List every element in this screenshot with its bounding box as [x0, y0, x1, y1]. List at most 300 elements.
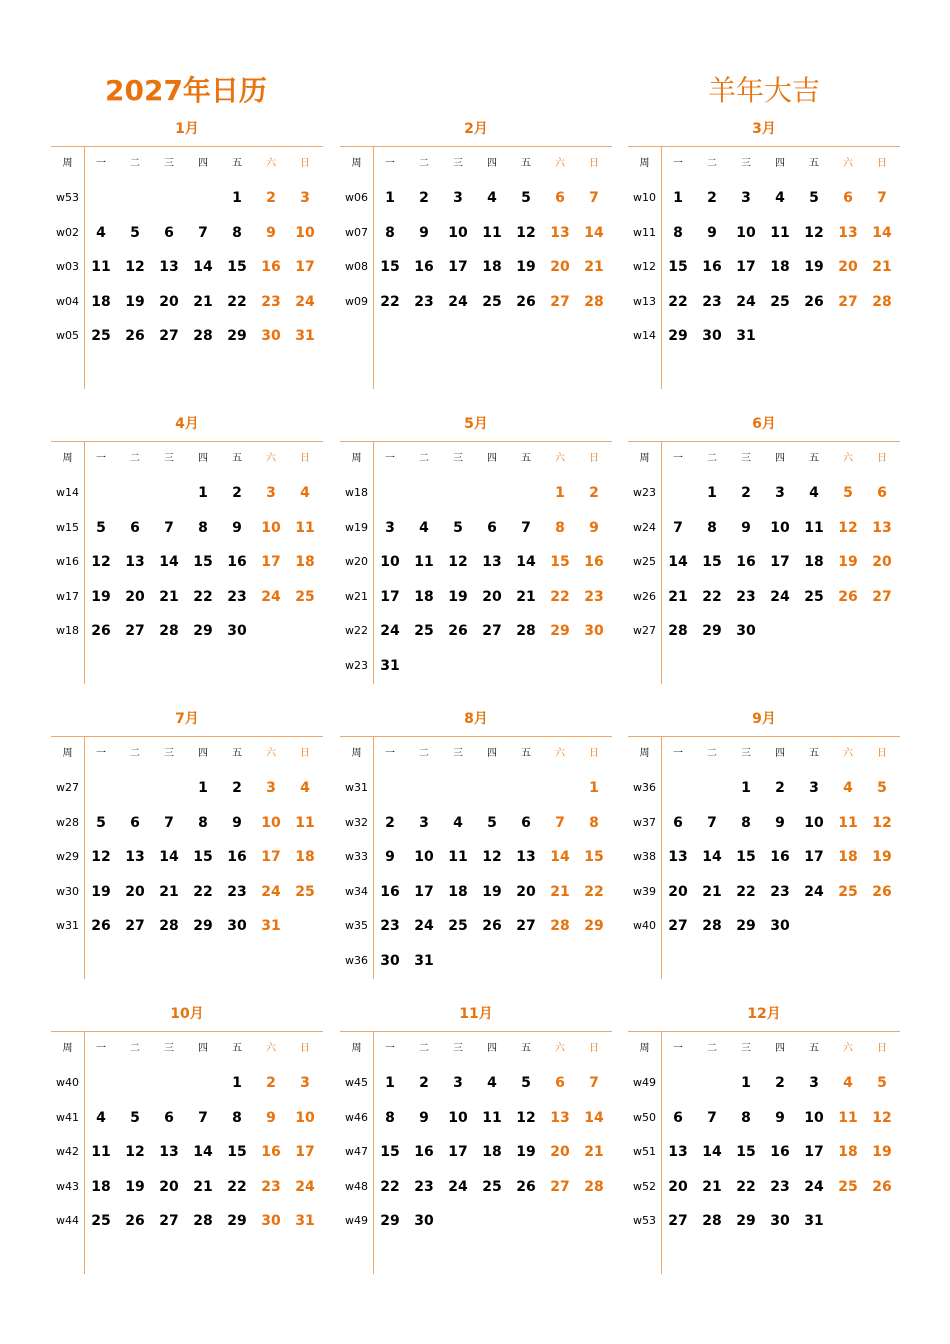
day-cell: 28: [872, 293, 892, 310]
day-cell: 15: [550, 554, 570, 571]
day-cell: 26: [91, 623, 111, 640]
week-number: w21: [345, 589, 368, 603]
weekday-header: 一: [96, 748, 106, 759]
day-cell: 26: [838, 588, 858, 605]
day-cell: 20: [159, 293, 179, 310]
weekday-header: 五: [232, 158, 242, 169]
day-cell: 21: [193, 293, 213, 310]
weekday-header: 二: [419, 1043, 429, 1054]
day-cell: 16: [414, 259, 434, 276]
day-cell: 17: [804, 1144, 824, 1161]
day-cell: 31: [804, 1213, 824, 1230]
day-cell: 30: [414, 1213, 434, 1230]
weekday-header: 日: [589, 158, 599, 169]
day-cell: 5: [877, 1075, 887, 1091]
weekday-header: 一: [673, 1043, 683, 1054]
day-cell: 29: [227, 1213, 247, 1230]
day-cell: 3: [453, 190, 463, 206]
weekday-header: 四: [775, 748, 785, 759]
weekday-header: 一: [673, 748, 683, 759]
day-cell: 20: [550, 259, 570, 276]
week-number-header: 周: [62, 158, 73, 169]
weekday-header: 一: [673, 158, 683, 169]
week-number: w47: [345, 1145, 368, 1159]
day-cell: 9: [385, 849, 395, 866]
week-number: w38: [633, 850, 656, 864]
day-cell: 6: [555, 1075, 565, 1091]
weekday-header: 一: [385, 748, 395, 759]
week-number: w53: [56, 191, 79, 204]
day-cell: 27: [159, 328, 179, 345]
day-cell: 29: [550, 623, 570, 640]
day-cell: 3: [266, 780, 276, 796]
day-cell: 13: [482, 554, 502, 571]
day-cell: 30: [380, 953, 400, 969]
weekday-header: 四: [198, 453, 208, 464]
week-number: w19: [345, 520, 368, 534]
day-cell: 5: [877, 780, 887, 796]
day-cell: 2: [741, 485, 751, 501]
month-block: [628, 1003, 900, 1273]
day-cell: 28: [702, 918, 722, 935]
weekday-header: 日: [300, 1043, 310, 1054]
day-cell: 11: [448, 849, 468, 866]
month-name: 9月: [752, 711, 776, 727]
day-cell: 31: [736, 328, 756, 345]
week-number-header: 周: [639, 1043, 650, 1054]
day-cell: 23: [702, 293, 722, 310]
day-cell: 29: [193, 918, 213, 935]
day-cell: 7: [589, 1075, 599, 1091]
weekday-header: 二: [707, 453, 717, 464]
weekday-header: 六: [843, 748, 853, 759]
day-cell: 19: [872, 1144, 892, 1161]
day-cell: 19: [91, 588, 111, 605]
day-cell: 6: [487, 519, 497, 536]
day-cell: 27: [550, 1178, 570, 1195]
week-number: w44: [56, 1214, 79, 1228]
week-number: w22: [345, 624, 368, 638]
day-cell: 4: [775, 190, 785, 206]
day-cell: 2: [419, 190, 429, 206]
day-cell: 4: [487, 190, 497, 206]
day-cell: 21: [516, 588, 536, 605]
day-cell: 28: [193, 1213, 213, 1230]
day-cell: 18: [482, 259, 502, 276]
day-cell: 23: [414, 1178, 434, 1195]
day-cell: 23: [261, 293, 281, 310]
day-cell: 24: [736, 293, 756, 310]
day-cell: 14: [584, 224, 604, 241]
day-cell: 31: [414, 953, 434, 969]
day-cell: 19: [125, 293, 145, 310]
day-cell: 24: [295, 1178, 315, 1195]
day-cell: 7: [198, 224, 208, 241]
header-rule: [628, 441, 900, 442]
weekday-header: 三: [164, 1043, 174, 1054]
day-cell: 27: [550, 293, 570, 310]
month-block: [340, 413, 612, 683]
weekday-header: 一: [96, 1043, 106, 1054]
day-cell: 26: [125, 1213, 145, 1230]
day-cell: 19: [872, 849, 892, 866]
weekday-header: 二: [419, 158, 429, 169]
weekday-header: 日: [877, 1043, 887, 1054]
week-number-header: 周: [639, 453, 650, 464]
week-number-header: 周: [351, 748, 362, 759]
week-number: w29: [56, 850, 79, 864]
weekday-header: 二: [707, 748, 717, 759]
header-rule: [340, 736, 612, 737]
weekday-header: 六: [843, 158, 853, 169]
week-number: w52: [633, 1179, 656, 1193]
day-cell: 14: [193, 1144, 213, 1161]
day-cell: 5: [487, 814, 497, 831]
day-cell: 20: [482, 588, 502, 605]
day-cell: 24: [770, 588, 790, 605]
weekday-header: 日: [589, 1043, 599, 1054]
day-cell: 4: [300, 780, 310, 796]
day-cell: 9: [741, 519, 751, 536]
day-cell: 22: [227, 293, 247, 310]
month-block: [628, 413, 900, 683]
week-number: w15: [56, 520, 79, 534]
week-number: w06: [345, 191, 368, 204]
day-cell: 2: [589, 485, 599, 501]
day-cell: 23: [770, 1178, 790, 1195]
weekday-header: 日: [589, 453, 599, 464]
weekday-header: 二: [419, 453, 429, 464]
day-cell: 3: [300, 190, 310, 206]
day-cell: 1: [741, 780, 751, 796]
day-cell: 20: [668, 1178, 688, 1195]
week-number: w48: [345, 1179, 368, 1193]
day-cell: 8: [673, 224, 683, 241]
day-cell: 7: [521, 519, 531, 536]
day-cell: 12: [516, 224, 536, 241]
day-cell: 5: [809, 190, 819, 206]
day-cell: 3: [385, 519, 395, 536]
day-cell: 23: [770, 883, 790, 900]
month-block: [628, 708, 900, 978]
header-rule: [340, 146, 612, 147]
day-cell: 12: [482, 849, 502, 866]
day-cell: 8: [198, 519, 208, 536]
week-number: w35: [345, 919, 368, 933]
day-cell: 20: [838, 259, 858, 276]
day-cell: 21: [702, 883, 722, 900]
day-cell: 8: [707, 519, 717, 536]
weekday-header: 三: [453, 158, 463, 169]
calendar-title: 2027年日历: [105, 74, 267, 107]
day-cell: 30: [261, 328, 281, 345]
day-cell: 27: [668, 1213, 688, 1230]
day-cell: 5: [843, 485, 853, 501]
day-cell: 3: [300, 1075, 310, 1091]
weekday-header: 四: [198, 748, 208, 759]
week-number: w25: [633, 555, 656, 569]
day-cell: 4: [96, 224, 106, 241]
day-cell: 6: [130, 519, 140, 536]
weekday-header: 六: [266, 453, 276, 464]
day-cell: 16: [584, 554, 604, 571]
day-cell: 12: [448, 554, 468, 571]
week-number-header: 周: [351, 1043, 362, 1054]
day-cell: 11: [414, 554, 434, 571]
week-number: w40: [56, 1076, 79, 1089]
day-cell: 16: [261, 259, 281, 276]
day-cell: 3: [266, 485, 276, 501]
day-cell: 10: [414, 849, 434, 866]
month-name: 10月: [170, 1006, 204, 1022]
day-cell: 23: [584, 588, 604, 605]
week-number: w46: [345, 1110, 368, 1124]
day-cell: 31: [261, 918, 281, 935]
day-cell: 28: [584, 1178, 604, 1195]
day-cell: 2: [775, 780, 785, 796]
month-block: [51, 413, 323, 683]
weekday-header: 三: [164, 158, 174, 169]
weekday-header: 三: [164, 453, 174, 464]
weekday-header: 日: [300, 748, 310, 759]
week-number-header: 周: [62, 453, 73, 464]
day-cell: 22: [736, 883, 756, 900]
day-cell: 18: [414, 588, 434, 605]
day-cell: 15: [380, 1144, 400, 1161]
day-cell: 18: [91, 293, 111, 310]
day-cell: 3: [741, 190, 751, 206]
day-cell: 22: [584, 883, 604, 900]
day-cell: 9: [232, 814, 242, 831]
day-cell: 16: [227, 554, 247, 571]
day-cell: 24: [261, 588, 281, 605]
day-cell: 29: [668, 328, 688, 345]
day-cell: 5: [130, 1109, 140, 1126]
day-cell: 22: [550, 588, 570, 605]
week-number: w27: [56, 781, 79, 794]
day-cell: 25: [414, 623, 434, 640]
day-cell: 30: [227, 918, 247, 935]
day-cell: 18: [448, 883, 468, 900]
day-cell: 4: [419, 519, 429, 536]
header-rule: [51, 146, 323, 147]
week-number: w32: [345, 815, 368, 829]
week-number-header: 周: [62, 748, 73, 759]
weekday-header: 日: [300, 453, 310, 464]
day-cell: 1: [741, 1075, 751, 1091]
day-cell: 23: [414, 293, 434, 310]
day-cell: 12: [838, 519, 858, 536]
day-cell: 28: [193, 328, 213, 345]
day-cell: 18: [770, 259, 790, 276]
day-cell: 31: [295, 328, 315, 345]
day-cell: 22: [702, 588, 722, 605]
weekday-header: 六: [555, 748, 565, 759]
month-name: 11月: [459, 1006, 493, 1022]
day-cell: 12: [125, 1144, 145, 1161]
weekday-header: 六: [555, 453, 565, 464]
day-cell: 18: [91, 1178, 111, 1195]
week-number: w23: [633, 486, 656, 499]
day-cell: 25: [838, 1178, 858, 1195]
day-cell: 20: [125, 588, 145, 605]
day-cell: 3: [419, 814, 429, 831]
weekday-header: 四: [487, 1043, 497, 1054]
weekday-header: 三: [453, 1043, 463, 1054]
day-cell: 31: [380, 658, 400, 674]
month-block: [51, 708, 323, 978]
day-cell: 6: [877, 485, 887, 501]
day-cell: 24: [804, 1178, 824, 1195]
day-cell: 8: [741, 814, 751, 831]
day-cell: 27: [838, 293, 858, 310]
day-cell: 11: [838, 814, 858, 831]
day-cell: 13: [550, 1109, 570, 1126]
day-cell: 14: [872, 224, 892, 241]
day-cell: 23: [261, 1178, 281, 1195]
day-cell: 21: [668, 588, 688, 605]
day-cell: 26: [482, 918, 502, 935]
day-cell: 26: [872, 883, 892, 900]
day-cell: 30: [227, 623, 247, 640]
day-cell: 16: [770, 1144, 790, 1161]
week-number: w08: [345, 260, 368, 274]
day-cell: 24: [261, 883, 281, 900]
weekday-header: 五: [809, 453, 819, 464]
day-cell: 29: [584, 918, 604, 935]
day-cell: 23: [380, 918, 400, 935]
day-cell: 13: [159, 259, 179, 276]
weekday-header: 六: [555, 158, 565, 169]
weekday-header: 五: [521, 453, 531, 464]
day-cell: 12: [91, 554, 111, 571]
weekday-header: 四: [775, 453, 785, 464]
month-name: 2月: [464, 121, 488, 137]
day-cell: 5: [453, 519, 463, 536]
week-number: w31: [345, 781, 368, 794]
week-number: w49: [345, 1214, 368, 1228]
day-cell: 21: [159, 588, 179, 605]
week-number-header: 周: [351, 453, 362, 464]
month-name: 1月: [175, 121, 199, 137]
calendar-subtitle: 羊年大吉: [708, 74, 821, 107]
day-cell: 3: [809, 1075, 819, 1091]
day-cell: 14: [159, 554, 179, 571]
month-block: [51, 1003, 323, 1273]
weekday-header: 三: [741, 453, 751, 464]
day-cell: 13: [159, 1144, 179, 1161]
month-block: [340, 708, 612, 978]
week-number: w39: [633, 884, 656, 898]
header-rule: [628, 736, 900, 737]
weekday-header: 五: [521, 1043, 531, 1054]
month-name: 3月: [752, 121, 776, 137]
day-cell: 11: [91, 259, 111, 276]
day-cell: 15: [736, 1144, 756, 1161]
weekday-header: 二: [419, 748, 429, 759]
day-cell: 18: [295, 554, 315, 571]
day-cell: 11: [91, 1144, 111, 1161]
day-cell: 13: [516, 849, 536, 866]
day-cell: 8: [232, 1109, 242, 1126]
header-rule: [51, 736, 323, 737]
day-cell: 18: [295, 849, 315, 866]
day-cell: 15: [227, 259, 247, 276]
day-cell: 4: [453, 814, 463, 831]
day-cell: 20: [668, 883, 688, 900]
day-cell: 13: [872, 519, 892, 536]
day-cell: 7: [555, 814, 565, 831]
day-cell: 21: [584, 1144, 604, 1161]
week-number: w23: [345, 659, 368, 672]
day-cell: 25: [804, 588, 824, 605]
day-cell: 8: [741, 1109, 751, 1126]
weekday-header: 三: [453, 748, 463, 759]
day-cell: 2: [775, 1075, 785, 1091]
week-number: w05: [56, 329, 79, 343]
day-cell: 21: [193, 1178, 213, 1195]
week-number: w34: [345, 884, 368, 898]
day-cell: 29: [736, 918, 756, 935]
day-cell: 11: [482, 224, 502, 241]
weekday-header: 五: [521, 158, 531, 169]
month-name: 6月: [752, 416, 776, 432]
header-rule: [628, 1031, 900, 1032]
day-cell: 29: [193, 623, 213, 640]
day-cell: 17: [736, 259, 756, 276]
day-cell: 15: [584, 849, 604, 866]
weekday-header: 五: [232, 1043, 242, 1054]
weekday-header: 三: [741, 158, 751, 169]
day-cell: 22: [668, 293, 688, 310]
day-cell: 26: [516, 293, 536, 310]
day-cell: 10: [770, 519, 790, 536]
day-cell: 7: [164, 814, 174, 831]
week-number: w41: [56, 1110, 79, 1124]
day-cell: 7: [673, 519, 683, 536]
day-cell: 21: [159, 883, 179, 900]
day-cell: 16: [702, 259, 722, 276]
day-cell: 19: [516, 259, 536, 276]
day-cell: 5: [96, 519, 106, 536]
day-cell: 14: [193, 259, 213, 276]
week-number: w43: [56, 1179, 79, 1193]
day-cell: 8: [385, 1109, 395, 1126]
day-cell: 31: [295, 1213, 315, 1230]
weekday-header: 六: [266, 748, 276, 759]
weekday-header: 四: [487, 158, 497, 169]
day-cell: 10: [448, 224, 468, 241]
day-cell: 28: [584, 293, 604, 310]
day-cell: 27: [872, 588, 892, 605]
weekday-header: 日: [589, 748, 599, 759]
day-cell: 1: [385, 1075, 395, 1091]
day-cell: 10: [261, 519, 281, 536]
day-cell: 9: [232, 519, 242, 536]
day-cell: 3: [775, 485, 785, 501]
day-cell: 10: [295, 224, 315, 241]
day-cell: 9: [707, 224, 717, 241]
day-cell: 25: [448, 918, 468, 935]
day-cell: 8: [232, 224, 242, 241]
weekday-header: 六: [843, 1043, 853, 1054]
day-cell: 22: [193, 883, 213, 900]
week-number: w13: [633, 294, 656, 308]
day-cell: 19: [838, 554, 858, 571]
day-cell: 16: [227, 849, 247, 866]
day-cell: 17: [414, 883, 434, 900]
day-cell: 10: [261, 814, 281, 831]
